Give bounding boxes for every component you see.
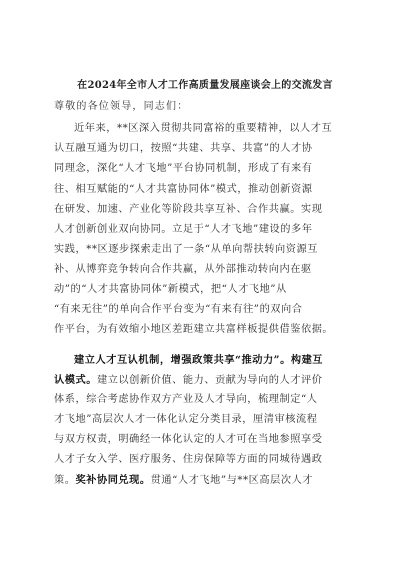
paragraph1-line: 人才创新创业双向协同。立足于“人才飞地”建设的多年: [54, 224, 313, 235]
paragraph1-line: 补、从博弈竞争转向合作共赢，从外部推动转向内在驱: [54, 264, 312, 275]
paragraph2-line: 才飞地”高层次人才一体化认定分类目录，厘清审核流程: [54, 414, 318, 425]
paragraph1-line: 在研发、加速、产业化等阶段共享互补、合作共赢。实现: [54, 204, 323, 215]
paragraph2-text: 贯通“人才飞地”与**区高层次人才: [150, 475, 314, 486]
paragraph2-line: [54, 474, 313, 487]
paragraph2-text: 建立以创新价值、能力、贡献为导向的人才评价: [96, 375, 323, 386]
section-heading-continued: 认模式。: [54, 374, 97, 386]
paragraph1-line: 作平台，为有效缩小地区差距建立共富样板提供借鉴依据。: [54, 324, 334, 335]
paragraph2-line: 体系，综合考虑协作双方产业及人才导向，梳理制定“人: [54, 394, 318, 405]
paragraph1-line: “有来无往”的单向合作平台变为“有来有往”的双向合: [54, 304, 303, 315]
paragraph1-line: 认互融互通为切口，按照“共建、共享、共富”的人才协: [54, 143, 313, 154]
paragraph2-line: 人才子女入学、医疗服务、住房保障等方面的同城待遇政: [54, 454, 323, 465]
paragraph1-line: 近年来，**区深入贯彻共同富裕的重要精神，以人才互: [74, 123, 333, 134]
paragraph1-line: 动”的“人才共富协同体”新模式，把“人才飞地”从: [54, 284, 287, 295]
section-heading: 建立人才互认机制，增强政策共享“推动力”。构建互: [74, 354, 324, 366]
salutation: 尊敬的各位领导，同志们：: [54, 101, 189, 112]
paragraph1-line: 往、相互赋能的“人才共富协同体”模式，推动创新资源: [54, 184, 313, 195]
subsection-heading: 奖补协同兑现。: [75, 474, 151, 486]
paragraph2-text: 策。: [54, 475, 76, 486]
paragraph2-line: 与双方权责，明确经一体化认定的人才可在当地参照享受: [54, 434, 323, 445]
paragraph1-line: 同理念，深化“人才飞地”平台协同机制，形成了有来有: [54, 163, 313, 174]
paragraph2-line: [54, 374, 322, 387]
paragraph1-line: 实践，**区逐步探索走出了一条“从单向帮扶转向资源互: [54, 244, 319, 255]
document-title: 在2024年全市人才工作高质量发展座谈会上的交流发言: [77, 80, 333, 91]
